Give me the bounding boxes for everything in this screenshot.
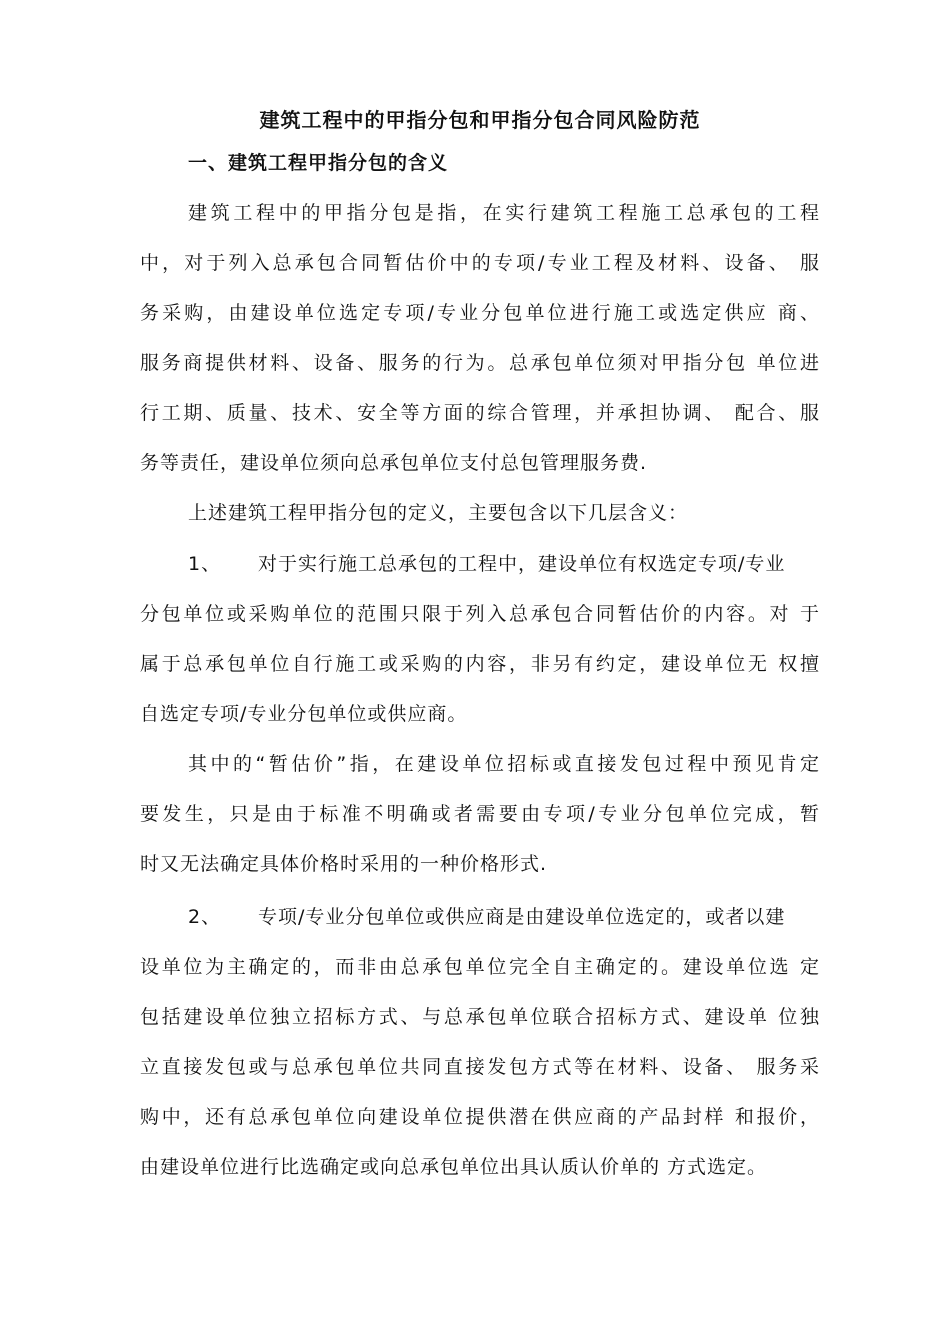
list-item-line [188,902,820,932]
list-item-text: 对于实行施工总承包的工程中，建设单位有权选定专项/专业 [258,553,786,575]
paragraph-line: 服务商提供材料、设备、服务的行为。总承包单位须对甲指分包 单位进 [140,352,820,374]
paragraph-line: 立直接发包或与总承包单位共同直接发包方式等在材料、设备、 服务采 [140,1056,820,1078]
paragraph-line: 上述建筑工程甲指分包的定义，主要包含以下几层含义： [188,502,689,524]
paragraph-line: 分包单位或采购单位的范围只限于列入总承包合同暂估价的内容。对 于 [140,603,820,625]
paragraph-line: 设单位为主确定的，而非由总承包单位完全自主确定的。建设单位选 定 [140,956,820,978]
paragraph-line: 由建设单位进行比选确定或向总承包单位出具认质认价单的 方式选定。 [140,1156,768,1178]
list-item-line [188,549,820,579]
paragraph-line: 属于总承包单位自行施工或采购的内容，非另有约定，建设单位无 权擅 [140,653,820,675]
list-item-number: 1、 [188,553,222,575]
paragraph-line: 其中的“暂估价”指，在建设单位招标或直接发包过程中预见肯定 [188,753,820,775]
paragraph-line: 务采购，由建设单位选定专项/专业分包单位进行施工或选定供应 商、 [140,302,820,324]
paragraph-line: 购中，还有总承包单位向建设单位提供潜在供应商的产品封样 和报价， [140,1106,820,1128]
paragraph-line: 务等责任，建设单位须向总承包单位支付总包管理服务费. [140,452,648,474]
paragraph-line: 中，对于列入总承包合同暂估价中的专项/专业工程及材料、设备、 服 [140,252,820,274]
paragraph-line: 行工期、质量、技术、安全等方面的综合管理，并承担协调、 配合、服 [140,402,820,424]
list-item-text: 专项/专业分包单位或供应商是由建设单位选定的，或者以建 [258,906,786,928]
list-item-number: 2、 [188,906,222,928]
paragraph-line: 自选定专项/专业分包单位或供应商。 [140,703,468,725]
paragraph-line: 建筑工程中的甲指分包是指，在实行建筑工程施工总承包的工程 [188,202,820,224]
section-heading: 一、建筑工程甲指分包的含义 [188,152,449,174]
paragraph-line: 要发生，只是由于标准不明确或者需要由专项/专业分包单位完成，暂 [140,803,820,825]
paragraph-line: 包括建设单位独立招标方式、与总承包单位联合招标方式、建设单 位独 [140,1006,820,1028]
paragraph-line: 时又无法确定具体价格时采用的一种价格形式. [140,853,548,875]
document-title: 建筑工程中的甲指分包和甲指分包合同风险防范 [259,108,701,132]
